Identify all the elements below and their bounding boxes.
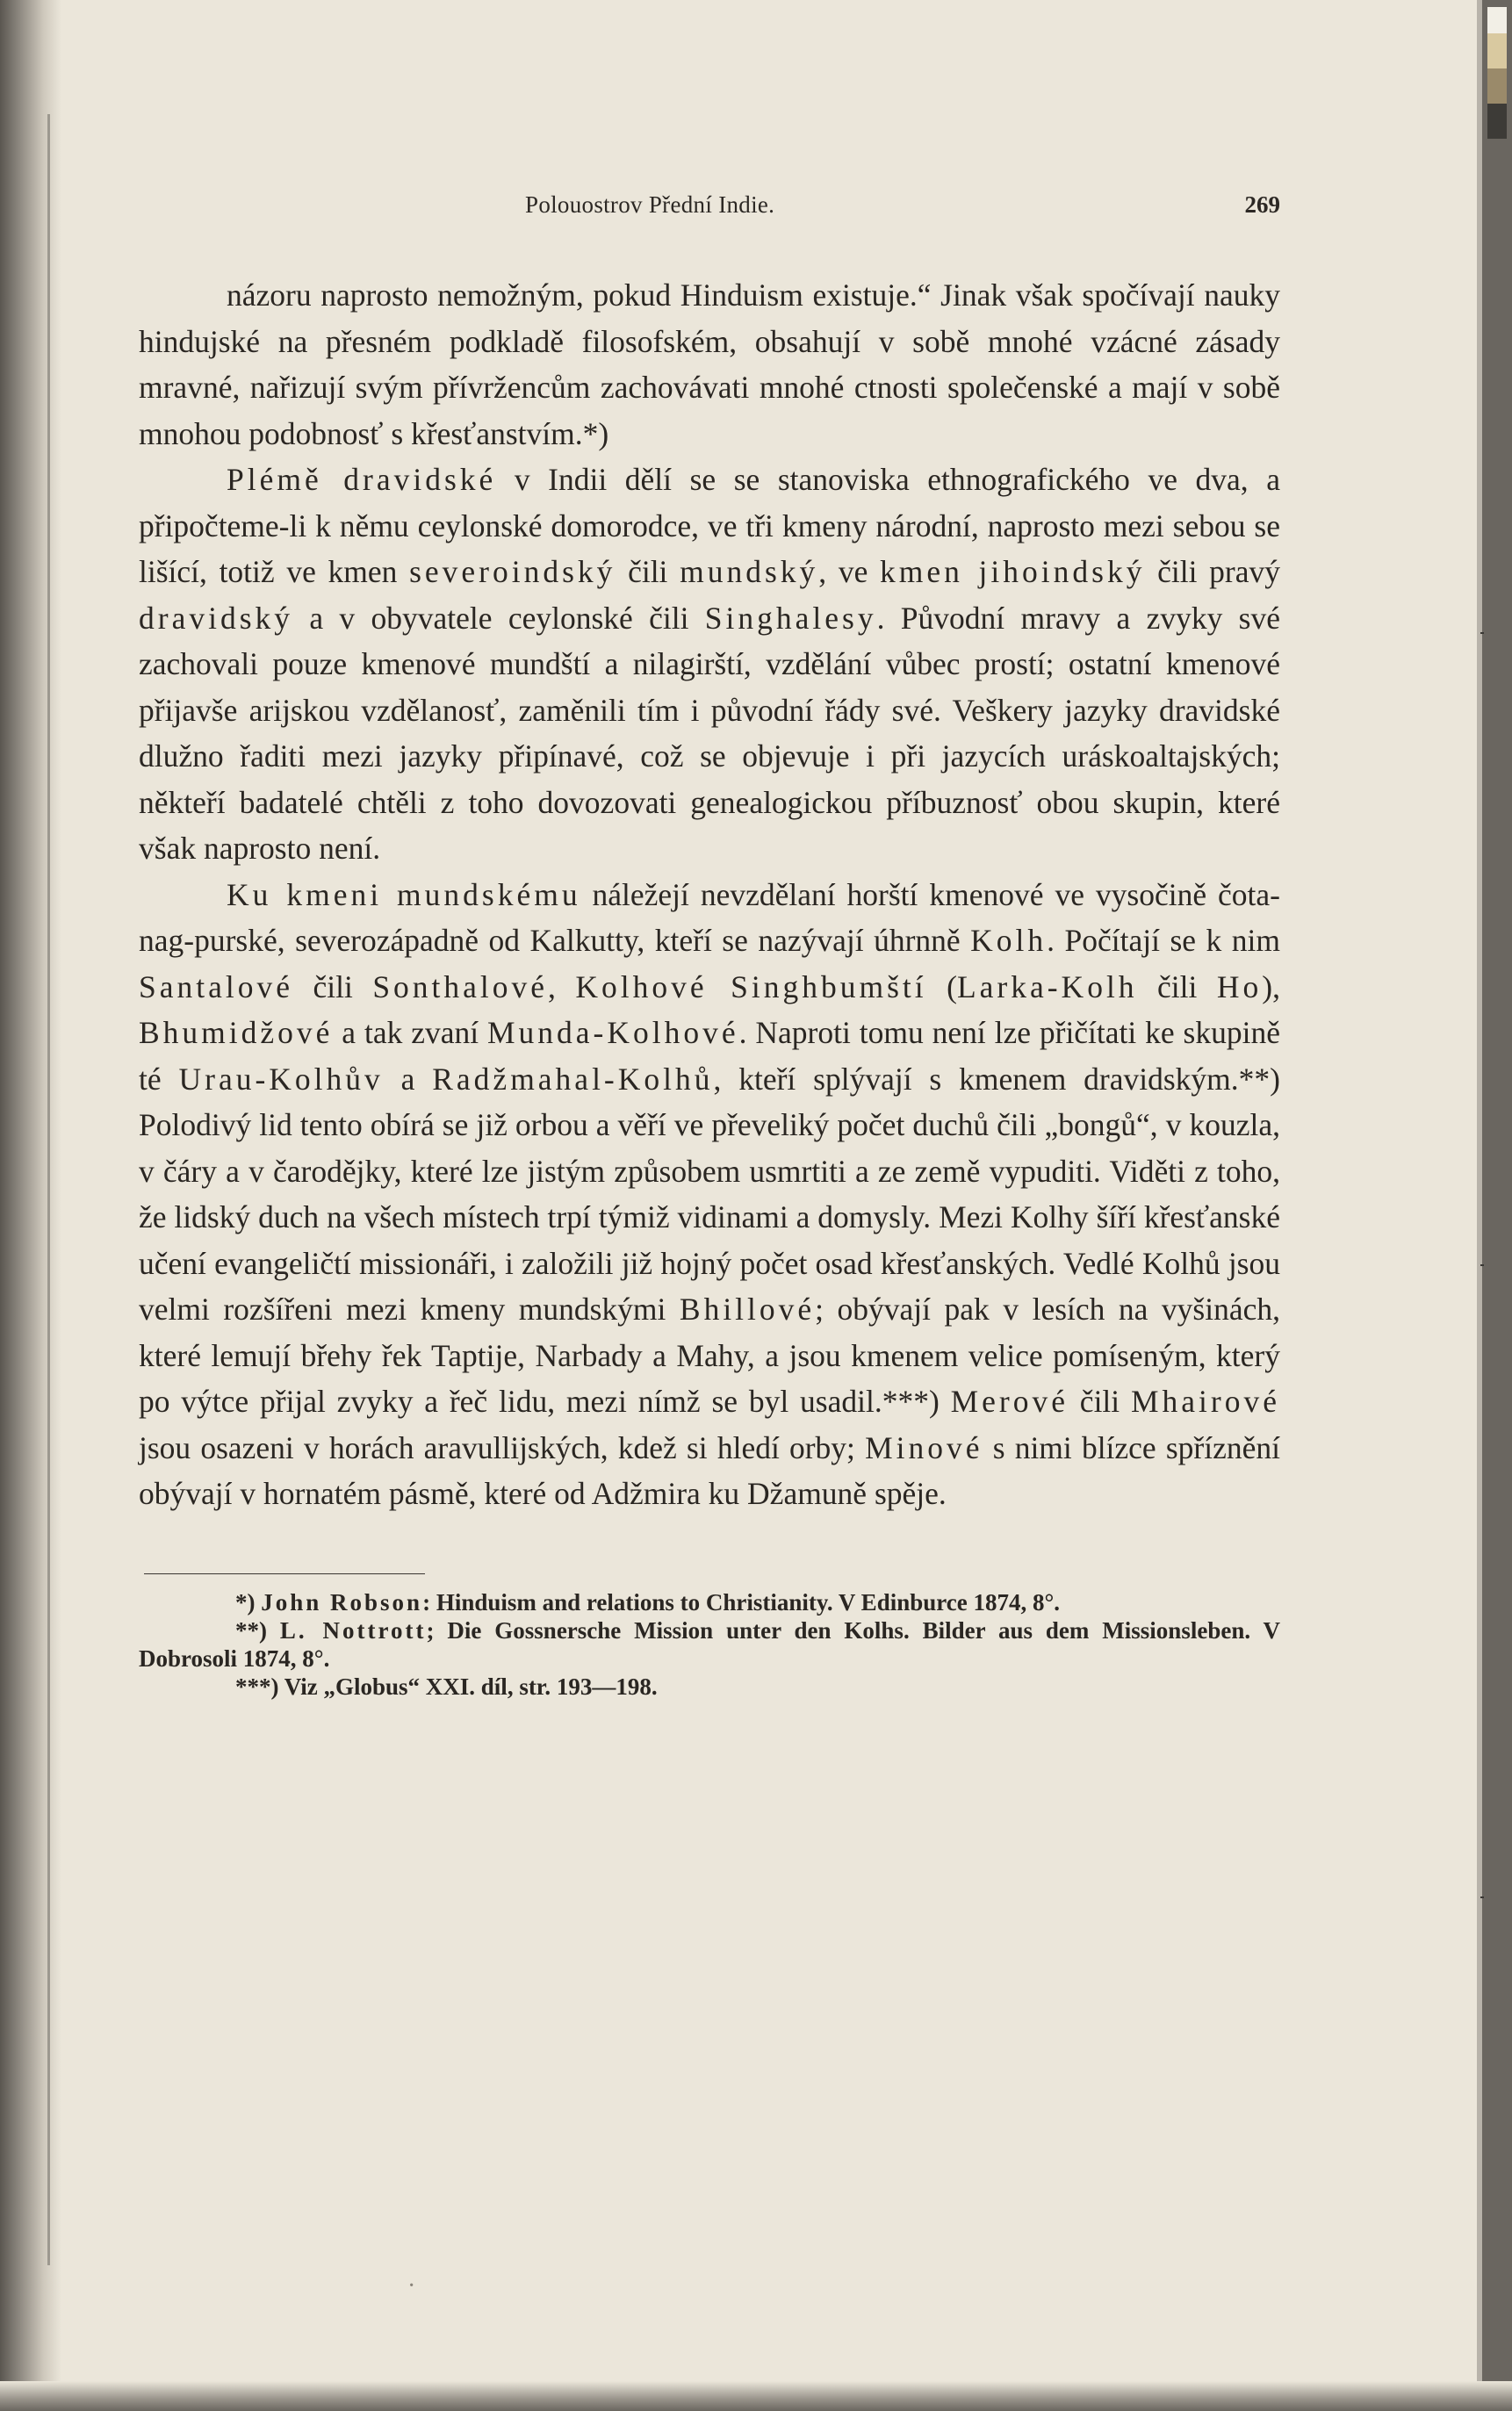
spaced-emphasis: Plémě dravidské xyxy=(227,462,497,497)
body-text xyxy=(139,272,1280,1517)
page-number: 269 xyxy=(1244,191,1280,218)
text-run: čili xyxy=(616,554,680,589)
footnote xyxy=(139,1673,1280,1701)
spaced-emphasis: Bhumidžové xyxy=(139,1015,334,1050)
color-calibration-patch xyxy=(1487,104,1507,139)
scanner-strip xyxy=(1482,0,1512,2411)
text-run: ; obývají pak v lesích na vyšinách, které lemují břehy řek Taptije, Narbady a Mahy, a jsou kmenem velice pomíseným, který po výtce přijal zvyky a řeč lidu, mezi nímž se byl usadil.***) xyxy=(139,1292,1280,1419)
text-run: a tak zvaní xyxy=(333,1015,487,1050)
text-run: , kteří splývají s kmenem dravidským.**) Polodivý lid tento obírá se již orbou a věří ve převeliký počet duchů čili „bongů“, v kouzla, v čáry a v čarodějky, které lze jistým způsobem usmrtiti a ze země vypuditi. Viděti z toho, že lidský duch na všech místech trpí týmiž vidinami a domysly. Mezi Kolhy šíří křesťanské učení evangeličtí missionáři, i založili již hojný počet osad křesťanských. Vedlé Kolhů jsou velmi rozšířeni mezi kmeny mundskými xyxy=(139,1061,1280,1327)
text-run: , ve xyxy=(818,554,881,589)
spaced-emphasis: Larka-Kolh xyxy=(956,968,1138,1004)
footnote xyxy=(139,1616,1280,1673)
text-run: názoru naprosto nemožným, pokud Hinduism existuje.“ Jinak však spočívají nauky hindujské na přesném podkladě filosofském, obsahují v sobě mnohé vzácné zásady mravné, nařizují svým přívržencům zachovávati mnohé ctnosti společenské a mají v sobě mnohou podobnosť s křesťanstvím.*) xyxy=(139,277,1280,451)
text-run: , xyxy=(548,968,576,1004)
ruler-tick xyxy=(1480,1896,1484,1898)
footnote-marker: **) xyxy=(235,1616,280,1644)
running-title: Polouostrov Přední Indie. xyxy=(525,191,775,218)
spaced-emphasis: Ho xyxy=(1216,968,1263,1004)
color-calibration-patch xyxy=(1487,33,1507,68)
text-run: čili xyxy=(293,968,373,1004)
binding-line xyxy=(47,114,50,2265)
ruler-tick xyxy=(1480,1264,1484,1266)
footnote-author: L. Nottrott xyxy=(279,1616,427,1644)
text-run: . Naproti tomu není lze přičítati ke skupině té xyxy=(139,1015,1280,1097)
spaced-emphasis: mundský xyxy=(680,554,819,589)
text-run: a xyxy=(383,1061,433,1097)
spaced-emphasis: dravidský xyxy=(139,600,294,636)
spaced-emphasis: Sonthalové xyxy=(372,968,549,1004)
book-page xyxy=(139,184,1280,1701)
spaced-emphasis: severoindský xyxy=(409,554,616,589)
color-calibration-patch xyxy=(1487,7,1507,33)
text-run: náležejí nevzdělaní horští kmenové ve vysočině čota-nag-purské, severozápadně od Kalkutty, kteří se nazývají úhrnně xyxy=(139,876,1280,958)
paragraph xyxy=(139,872,1280,1517)
ruler-tick xyxy=(1480,632,1484,634)
spaced-emphasis: Kolhové Singhbumští xyxy=(575,968,927,1004)
spaced-emphasis: Merové xyxy=(950,1384,1069,1419)
book-gutter-shadow xyxy=(0,0,61,2411)
footnote-author: John Robson xyxy=(261,1588,423,1616)
footnote-text: Viz „Globus“ XXI. díl, str. 193—198. xyxy=(284,1673,658,1700)
paper-smudge: · xyxy=(407,2272,416,2299)
text-run: ( xyxy=(926,968,957,1004)
footnote-text: ; Die Gossnersche Mission unter den Kolhs. Bilder aus dem Missionsleben. V Dobrosoli 1874, 8°. xyxy=(139,1616,1280,1672)
spaced-emphasis: Ku kmeni mundskému xyxy=(227,876,581,912)
spaced-emphasis: Munda-Kolhové xyxy=(486,1015,739,1050)
spaced-emphasis: Santalové xyxy=(139,968,293,1004)
color-calibration-patch xyxy=(1487,68,1507,104)
spaced-emphasis: Bhillové xyxy=(679,1292,816,1327)
footnote xyxy=(139,1588,1280,1616)
spaced-emphasis: Minové xyxy=(865,1429,983,1465)
spaced-emphasis: kmen jihoindský xyxy=(880,554,1146,589)
text-run: s nimi blízce spříznění obývají v hornatém pásmě, které od Adžmira ku Džamuně spěje. xyxy=(139,1429,1280,1511)
text-run: čili xyxy=(1069,1384,1131,1419)
footnote-text: : Hinduism and relations to Christianity. V Edinburce 1874, 8°. xyxy=(422,1588,1061,1616)
text-run: čili xyxy=(1137,968,1217,1004)
spaced-emphasis: Singhalesy xyxy=(704,600,877,636)
text-run: ), xyxy=(1262,968,1280,1004)
spaced-emphasis: Mhairové xyxy=(1130,1384,1280,1419)
page-bottom-edge xyxy=(0,2381,1512,2411)
text-run: v Indii dělí se se stanoviska ethnografického ve dva, a připočteme-li k němu ceylonské domorodce, ve tři kmeny národní, naprosto mezi sebou se lišící, totiž ve kmen xyxy=(139,462,1280,589)
text-run: a v obyvatele ceylonské čili xyxy=(293,600,705,636)
footnote-separator xyxy=(144,1573,425,1574)
text-run: čili pravý xyxy=(1145,554,1280,589)
spaced-emphasis: Radžmahal-Kolhů xyxy=(432,1061,714,1097)
running-head xyxy=(139,184,1280,228)
text-run: . Počítají se k nim xyxy=(1047,923,1280,958)
footnote-marker: ***) xyxy=(235,1673,284,1700)
paragraph xyxy=(139,272,1280,457)
footnote-marker: *) xyxy=(235,1588,262,1616)
text-run: jsou osazeni v horách aravullijských, kdež si hledí orby; xyxy=(139,1429,866,1465)
spaced-emphasis: Urau-Kolhův xyxy=(178,1061,384,1097)
paragraph xyxy=(139,457,1280,872)
footnotes xyxy=(139,1588,1280,1701)
spaced-emphasis: Kolh xyxy=(970,923,1048,958)
text-run: . Původní mravy a zvyky své zachovali pouze kmenové mundští a nilagirští, vzdělání vůbec prostí; ostatní kmenové přijavše arijskou vzdělanosť, zaměnili tím i původní řády své. Veškery jazyky dravidské dlužno řaditi mezi jazyky připínavé, což se objevuje i při jazycích uráskoaltajských; někteří badatelé chtěli z toho dovozovati genealogickou příbuznosť obou skupin, které však naprosto není. xyxy=(139,600,1280,866)
